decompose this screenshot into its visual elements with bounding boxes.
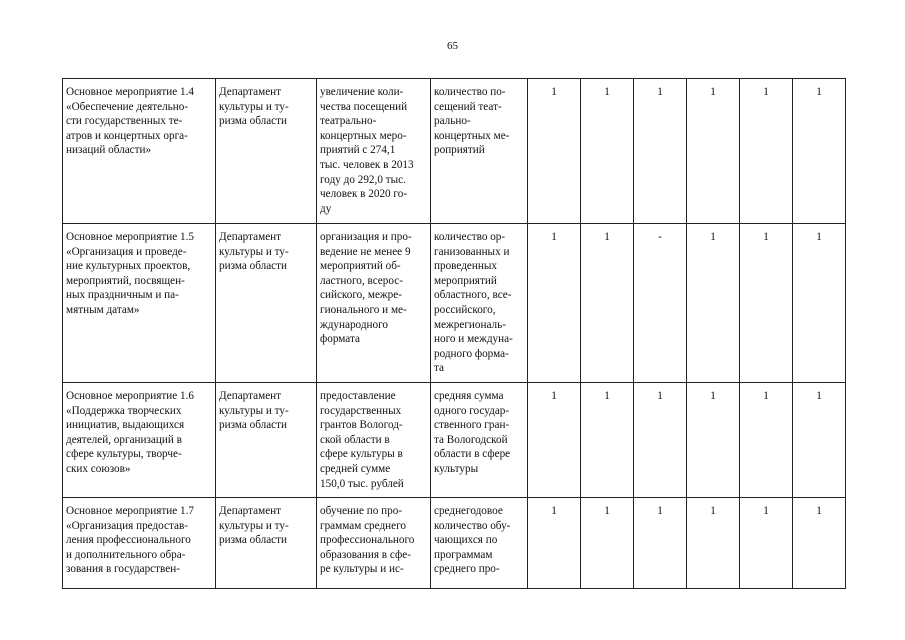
value-cell: 1 [634, 79, 687, 224]
department-cell [216, 498, 317, 589]
result-cell [317, 383, 431, 498]
department-text: Департамент культуры и ту- ризма области [219, 390, 289, 432]
value-cell: 1 [740, 383, 793, 498]
event-text: Основное мероприятие 1.4 «Обеспечение деятельно- сти государственных те- атров и концертных орга- низаций области» [66, 86, 194, 157]
indicator-cell [431, 498, 528, 589]
value-cell: 1 [581, 383, 634, 498]
page-number: 65 [447, 40, 458, 52]
value-cell: 1 [687, 79, 740, 224]
value-cell: 1 [581, 79, 634, 224]
value-cell: 1 [528, 79, 581, 224]
value-cell: 1 [687, 383, 740, 498]
event-cell [63, 383, 216, 498]
indicator-text: среднегодовое количество обу- чающихся по программам среднего про- [434, 505, 511, 576]
value-cell: 1 [634, 383, 687, 498]
value-cell: 1 [687, 224, 740, 383]
department-text: Департамент культуры и ту- ризма области [219, 505, 289, 547]
result-text: увеличение коли- чества посещений театрально- концертных меро- приятий с 274,1 тыс. человек в 2013 году до 292,0 тыс. человек в 2020 го- ду [320, 86, 414, 215]
value-cell: 1 [581, 224, 634, 383]
result-text: обучение по про- граммам среднего профессионального образования в сфе- ре культуры и ис- [320, 505, 415, 576]
indicator-cell [431, 79, 528, 224]
value-cell: 1 [793, 79, 846, 224]
event-text: Основное мероприятие 1.5 «Организация и проведе- ние культурных проектов, мероприятий, посвящен- ных праздничным и па- мятным датам» [66, 231, 194, 316]
department-text: Департамент культуры и ту- ризма области [219, 86, 289, 128]
event-cell [63, 498, 216, 589]
table-row [63, 79, 846, 224]
indicator-text: количество ор- ганизованных и проведенных мероприятий областного, все- российского, межрегиональ- ного и междуна- родного форма- та [434, 231, 513, 375]
department-cell [216, 79, 317, 224]
table-row [63, 383, 846, 498]
department-text: Департамент культуры и ту- ризма области [219, 231, 289, 273]
department-cell [216, 383, 317, 498]
event-cell [63, 79, 216, 224]
value-cell: 1 [581, 498, 634, 589]
event-text: Основное мероприятие 1.7 «Организация предостав- ления профессионального и дополнительного обра- зования в государствен- [66, 505, 194, 576]
value-cell: 1 [687, 498, 740, 589]
value-cell: 1 [634, 498, 687, 589]
table-row [63, 498, 846, 589]
value-cell: 1 [793, 498, 846, 589]
value-cell: 1 [740, 224, 793, 383]
value-cell: 1 [740, 79, 793, 224]
indicator-cell [431, 383, 528, 498]
value-cell: 1 [528, 224, 581, 383]
table-row [63, 224, 846, 383]
event-text: Основное мероприятие 1.6 «Поддержка творческих инициатив, выдающихся деятелей, организаций в сфере культуры, творче- ских союзов» [66, 390, 194, 475]
department-cell [216, 224, 317, 383]
value-cell: - [634, 224, 687, 383]
indicator-cell [431, 224, 528, 383]
value-cell: 1 [793, 383, 846, 498]
value-cell: 1 [793, 224, 846, 383]
value-cell: 1 [528, 498, 581, 589]
value-cell: 1 [528, 383, 581, 498]
indicator-text: средняя сумма одного государ- ственного гран- та Вологодской области в сфере культуры [434, 390, 511, 475]
result-text: организация и про- ведение не менее 9 мероприятий об- ластного, всерос- сийского, межре- гионального и ме- ждународного формата [320, 231, 412, 346]
result-cell [317, 79, 431, 224]
result-cell [317, 498, 431, 589]
program-measures-table [62, 78, 846, 589]
indicator-text: количество по- сещений теат- рально- концертных ме- роприятий [434, 86, 510, 157]
result-text: предоставление государственных грантов Вологод- ской области в сфере культуры в средней сумме 150,0 тыс. рублей [320, 390, 404, 490]
event-cell [63, 224, 216, 383]
value-cell: 1 [740, 498, 793, 589]
result-cell [317, 224, 431, 383]
